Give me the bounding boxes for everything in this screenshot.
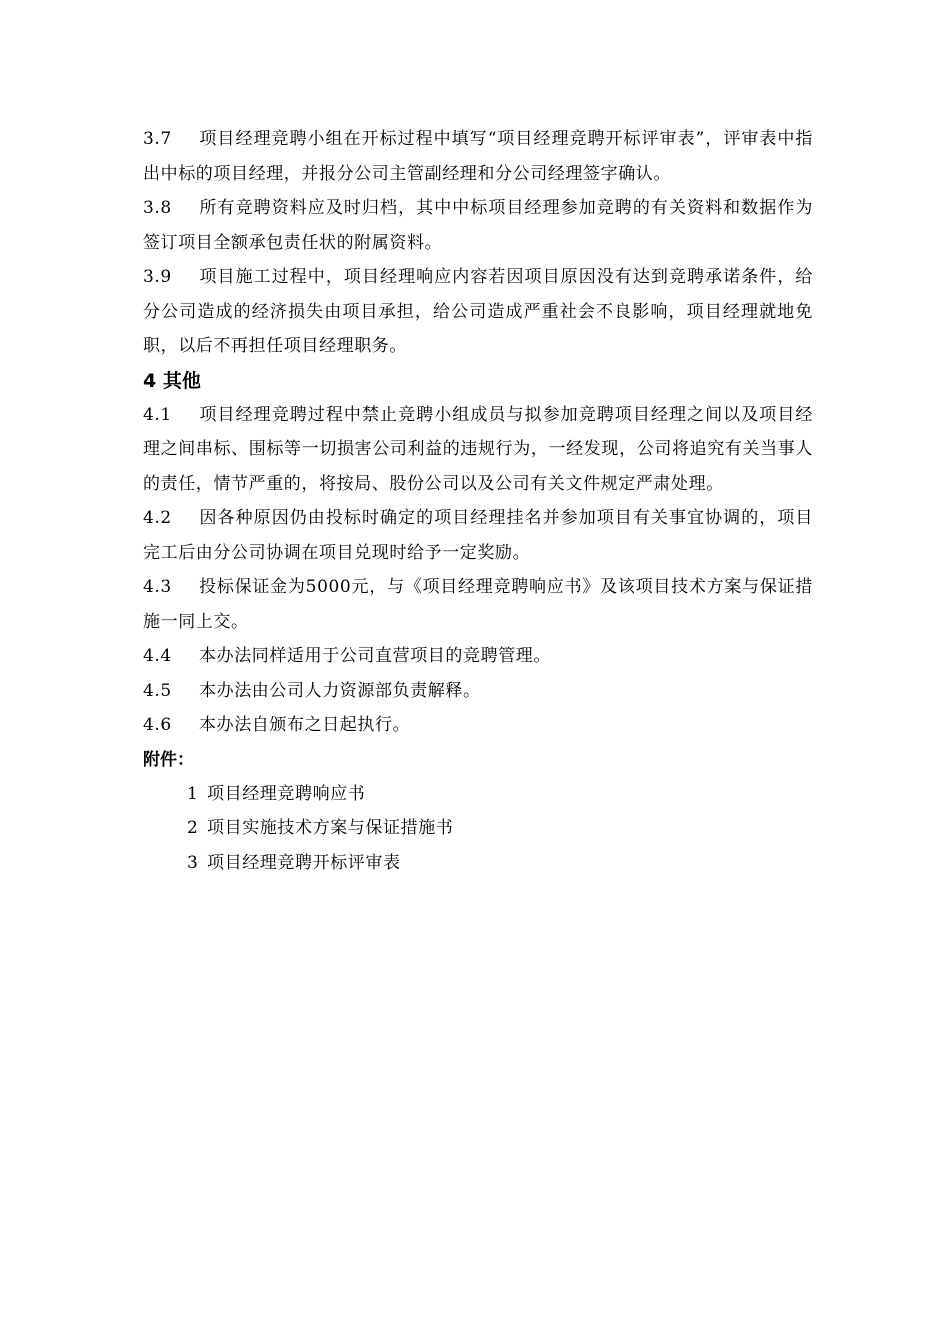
clause-text: 本办法同样适用于公司直营项目的竞聘管理。	[199, 646, 551, 666]
attachment-text: 项目实施技术方案与保证措施书	[207, 818, 454, 838]
clause-4-3	[143, 570, 813, 639]
clause-4-4	[143, 639, 813, 674]
attachment-number: 2	[187, 818, 199, 838]
clause-number: 3.9	[143, 267, 172, 287]
attachment-item-2	[143, 811, 813, 846]
clause-text: 本办法自颁布之日起执行。	[199, 715, 411, 735]
clause-4-6	[143, 708, 813, 743]
section-4-heading: 4 其他	[143, 369, 201, 392]
clause-number: 4.4	[143, 646, 172, 666]
clause-number: 4.6	[143, 715, 172, 735]
clause-number: 4.5	[143, 680, 172, 701]
clause-text: 项目施工过程中，项目经理响应内容若因项目原因没有达到竞聘承诺条件，给分公司造成的经济损失由项目承担，给公司造成严重社会不良影响，项目经理就地免职，以后不再担任项目经理职务。	[143, 267, 813, 356]
clause-text: 投标保证金为5000元，与《项目经理竞聘响应书》及该项目技术方案与保证措施一同上交。	[143, 577, 813, 632]
clause-text: 所有竞聘资料应及时归档，其中中标项目经理参加竞聘的有关资料和数据作为签订项目全额承包责任状的附属资料。	[143, 198, 813, 253]
clause-4-2	[143, 501, 813, 570]
clause-text: 因各种原因仍由投标时确定的项目经理挂名并参加项目有关事宜协调的，项目完工后由分公司协调在项目兑现时给予一定奖励。	[143, 508, 813, 563]
clause-text: 项目经理竞聘小组在开标过程中填写“项目经理竞聘开标评审表”，评审表中指出中标的项目经理，并报分公司主管副经理和分公司经理签字确认。	[143, 129, 813, 184]
clause-4-1	[143, 398, 813, 502]
document-page	[143, 122, 813, 880]
clause-3-7	[143, 122, 813, 191]
clause-number: 4.2	[143, 508, 172, 528]
attachment-item-1	[143, 777, 813, 812]
attachment-text: 项目经理竞聘响应书	[207, 783, 366, 804]
clause-text: 项目经理竞聘过程中禁止竞聘小组成员与拟参加竞聘项目经理之间以及项目经理之间串标、围标等一切损害公司利益的违规行为，一经发现，公司将追究有关当事人的责任，情节严重的，将按局、股份公司以及公司有关文件规定严肃处理。	[143, 404, 813, 494]
clause-4-5	[143, 674, 813, 709]
clause-number: 4.1	[143, 404, 172, 425]
clause-3-9	[143, 260, 813, 364]
attachment-number: 3	[187, 852, 199, 873]
clause-number: 3.7	[143, 129, 172, 149]
clause-text: 本办法由公司人力资源部负责解释。	[199, 680, 481, 701]
attachment-text: 项目经理竞聘开标评审表	[207, 852, 401, 873]
clause-number: 4.3	[143, 577, 172, 597]
clause-3-8	[143, 191, 813, 260]
clause-number: 3.8	[143, 198, 172, 218]
attachments-title: 附件：	[143, 749, 194, 770]
attachment-number: 1	[187, 783, 199, 804]
attachment-item-3	[143, 846, 813, 881]
